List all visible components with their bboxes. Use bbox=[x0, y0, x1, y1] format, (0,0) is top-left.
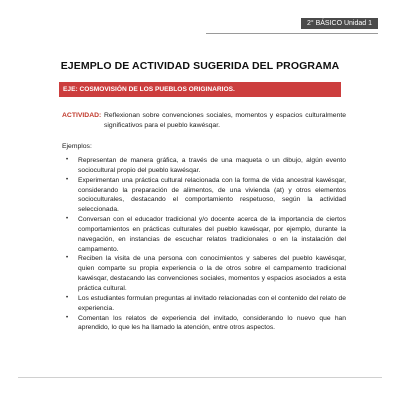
bullet-icon: • bbox=[66, 314, 69, 321]
list-item bbox=[62, 156, 346, 176]
grade-unit-badge: 2° BÁSICO Unidad 1 bbox=[301, 18, 378, 29]
list-item-text: Representan de manera gráfica, a través de una maqueta o un dibujo, algún evento sociocultural propio del pueblo kawésqar. bbox=[78, 157, 346, 174]
bullet-icon: • bbox=[66, 255, 69, 262]
list-item bbox=[62, 215, 346, 254]
bullet-icon: • bbox=[66, 216, 69, 223]
activity-label: ACTIVIDAD: bbox=[62, 112, 102, 119]
axis-banner bbox=[59, 82, 341, 97]
list-item-text: Conversan con el educador tradicional y/o docente acerca de la importancia de ciertos comportamientos en prácticas culturales del pueblo kawésqar, por ejemplo, durante la navegación, en instancias de escuchar relatos tradicionales o en la instalación del campamento. bbox=[78, 216, 346, 253]
list-item-text: Reciben la visita de una persona con conocimientos y saberes del pueblo kawésqar, quien comparte su propia experiencia o la de otros sobre el campamento tradicional kawésqar, destacando las convenciones sociales, momentos y espacios asociados a esta práctica cultural. bbox=[78, 255, 346, 292]
bullet-icon: • bbox=[66, 157, 69, 163]
activity-text: Reflexionan sobre convenciones sociales, momentos y espacios culturalmente significativos para el pueblo kawésqar. bbox=[104, 112, 346, 129]
axis-banner-text: EJE: COSMOVISIÓN DE LOS PUEBLOS ORIGINARIOS. bbox=[63, 86, 235, 93]
page-title: EJEMPLO DE ACTIVIDAD SUGERIDA DEL PROGRAMA bbox=[60, 60, 340, 72]
header-divider bbox=[206, 33, 378, 34]
footer-divider bbox=[18, 377, 382, 378]
list-item bbox=[62, 176, 346, 215]
examples-label: Ejemplos: bbox=[62, 143, 92, 150]
list-item-text: Experimentan una práctica cultural relacionada con la forma de vida ancestral kawésqar, considerando la preparación de alimentos, de una vivienda (at) y otros elementos socioculturales, destacando el comportamiento respetuoso, según la actividad seleccionada. bbox=[78, 176, 346, 214]
list-item bbox=[62, 254, 346, 293]
list-item bbox=[62, 314, 346, 334]
bullet-icon: • bbox=[66, 176, 69, 183]
list-item-text: Los estudiantes formulan preguntas al invitado relacionadas con el contenido del relato de experiencia. bbox=[78, 294, 346, 312]
activity-block bbox=[62, 111, 346, 131]
bullet-icon: • bbox=[66, 294, 69, 301]
examples-list bbox=[62, 156, 346, 333]
list-item bbox=[62, 294, 346, 314]
list-item-text: Comentan los relatos de experiencia del invitado, considerando lo nuevo que han aprendido, lo que les ha llamado la atención, entre otros aspectos. bbox=[78, 314, 346, 332]
